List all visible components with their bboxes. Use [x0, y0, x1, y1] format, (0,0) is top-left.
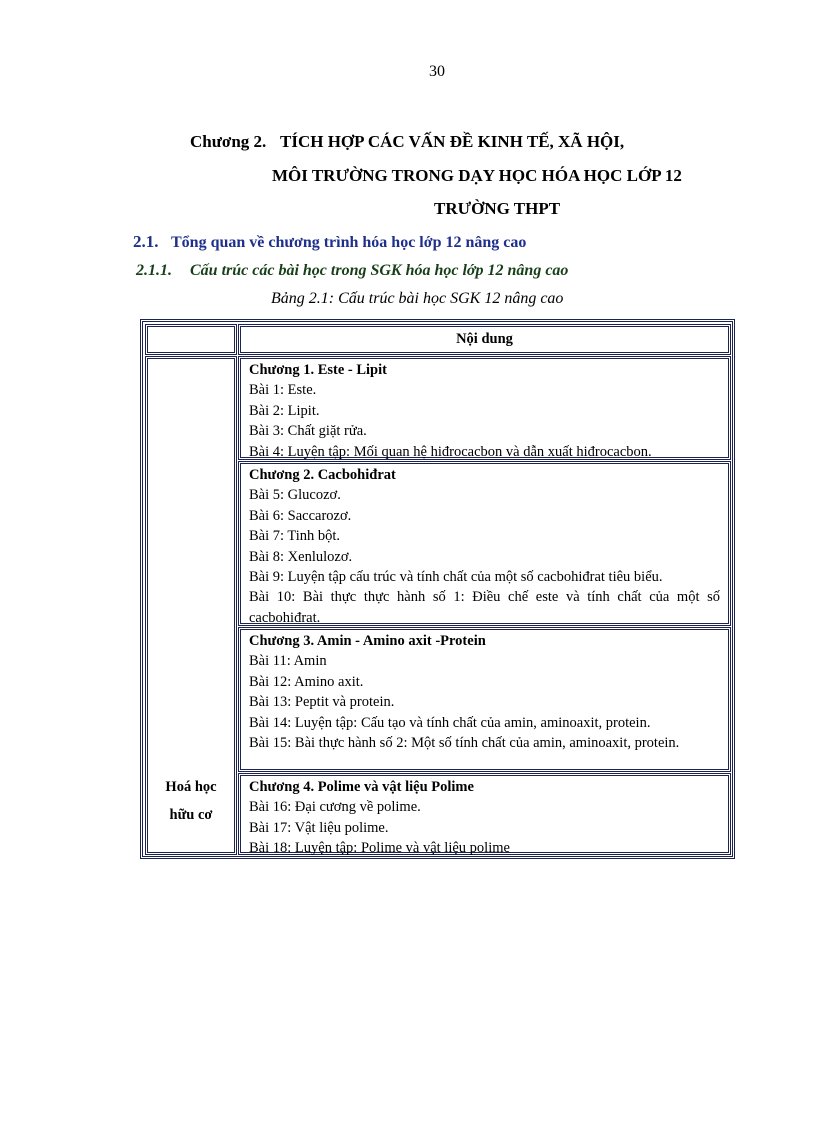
- subsection-heading: [136, 262, 568, 280]
- table-header-content: Nội dung: [238, 324, 731, 355]
- lesson-item: Bài 3: Chất giặt rửa.: [249, 423, 367, 440]
- table-header-left: [145, 324, 237, 355]
- lesson-item: Bài 18: Luyện tập: Polime và vật liệu polime: [249, 840, 510, 857]
- chapter-title-line2: MÔI TRƯỜNG TRONG DẠY HỌC HÓA HỌC LỚP 12: [272, 166, 682, 185]
- lesson-item: Bài 5: Glucozơ.: [249, 487, 341, 504]
- chapter-cell-3: [238, 627, 731, 772]
- lesson-item: Bài 12: Amino axit.: [249, 673, 364, 690]
- chapter-heading-line1: [190, 132, 624, 152]
- lesson-item: Bài 2: Lipit.: [249, 402, 320, 419]
- lesson-item: Bài 16: Đại cương về polime.: [249, 799, 421, 816]
- category-label-line1: Hoá học: [165, 779, 217, 795]
- lesson-item: Bài 14: Luyện tập: Cấu tạo và tính chất của amin, aminoaxit, protein.: [249, 714, 651, 731]
- lesson-item: Bài 11: Amin: [249, 653, 327, 670]
- lesson-item: Bài 10: Bài thực thực hành số 1: Điều chế este và tính chất của một số cacbohiđrat.: [249, 589, 720, 626]
- lesson-item: Bài 1: Este.: [249, 382, 317, 399]
- chapter-title: Chương 4. Polime và vật liệu Polime: [249, 779, 474, 795]
- section-heading: [133, 232, 526, 252]
- chapter-cell-4: [238, 773, 731, 855]
- lesson-item: Bài 8: Xenlulozơ.: [249, 548, 353, 565]
- lesson-item: Bài 9: Luyện tập cấu trúc và tính chất của một số cacbohiđrat tiêu biểu.: [249, 569, 663, 586]
- chapter-title-line1: TÍCH HỢP CÁC VẤN ĐỀ KINH TẾ, XÃ HỘI,: [280, 132, 625, 151]
- lesson-item: Bài 13: Peptit và protein.: [249, 694, 395, 711]
- chapter-cell-1: [238, 356, 731, 460]
- chapter-title-line3: TRƯỜNG THPT: [434, 199, 561, 218]
- category-cell: [145, 356, 237, 855]
- subsection-title: Cấu trúc các bài học trong SGK hóa học lớp 12 nâng cao: [190, 262, 569, 279]
- chapter-title: Chương 2. Cacbohiđrat: [249, 467, 396, 483]
- lesson-item: Bài 17: Vật liệu polime.: [249, 819, 389, 836]
- table-caption: Bảng 2.1: Cấu trúc bài học SGK 12 nâng cao: [271, 290, 564, 307]
- chapter-title: Chương 1. Este - Lipit: [249, 362, 387, 378]
- page-number: 30: [429, 63, 445, 80]
- lesson-item: Bài 15: Bài thực hành số 2: Một số tính chất của amin, aminoaxit, protein.: [249, 735, 680, 752]
- lesson-item: Bài 4: Luyện tập: Mối quan hệ hiđrocacbon và dẫn xuất hiđrocacbon.: [249, 443, 652, 460]
- section-number: 2.1.: [133, 232, 159, 251]
- subsection-number: 2.1.1.: [136, 262, 172, 279]
- category-label: [148, 773, 234, 829]
- chapter-title: Chương 3. Amin - Amino axit -Protein: [249, 633, 486, 649]
- section-title: Tổng quan về chương trình hóa học lớp 12 nâng cao: [171, 234, 527, 251]
- category-label-line2: hữu cơ: [169, 807, 213, 823]
- lesson-item: Bài 6: Saccarozơ.: [249, 507, 352, 524]
- chapter-cell-2: [238, 461, 731, 626]
- lesson-item: Bài 7: Tinh bột.: [249, 528, 341, 545]
- chapter-number: Chương 2.: [190, 132, 267, 151]
- lesson-structure-table: [140, 319, 735, 859]
